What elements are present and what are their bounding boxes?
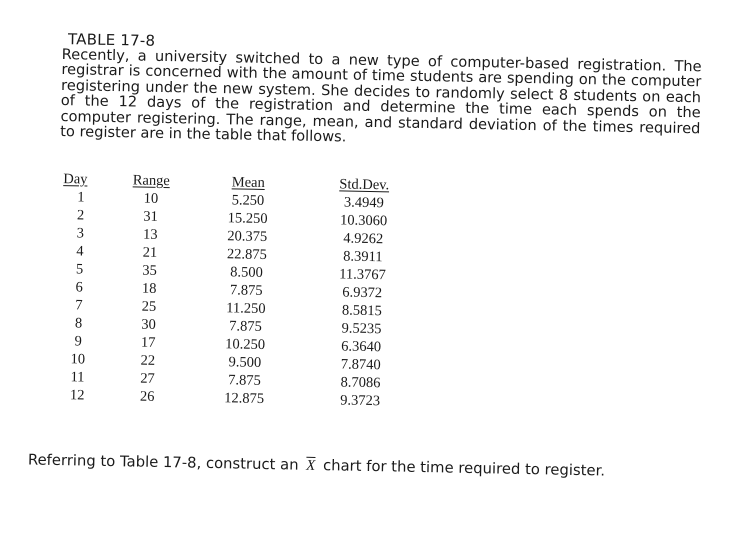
std-dev-cell: 11.3767	[339, 266, 386, 284]
range-cell: 22	[140, 352, 156, 369]
range-cell: 17	[140, 334, 156, 351]
std-dev-cell: 6.9372	[342, 284, 383, 302]
question-after: chart for the time required to register.	[322, 457, 606, 480]
std-dev-cell: 3.4949	[343, 194, 385, 212]
day-column	[59, 170, 99, 405]
table-title: TABLE 17-8	[67, 30, 156, 50]
range-cell: 18	[141, 280, 157, 297]
mean-cell: 11.250	[226, 300, 266, 317]
range-cell: 21	[142, 244, 158, 261]
day-cell: 10	[70, 351, 86, 368]
mean-cell: 5.250	[231, 192, 265, 209]
mean-cell: 22.875	[226, 246, 268, 264]
day-cell: 1	[77, 189, 85, 206]
mean-cell: 8.500	[230, 264, 264, 281]
day-cell: 8	[74, 315, 83, 332]
day-cell: 3	[76, 225, 85, 242]
mean-cell: 9.500	[228, 354, 262, 371]
problem-description: Recently, a university switched to a new type of computer-based registration. The registrar is concerned with the amount of time students are spending on the computer registering under the new system. She decides to randomly select 8 students on each of the 12 days of the registration and determine the time each spends on the computer registering. The range, mean, and standard deviation of the times required to register are in the table that follows.	[60, 46, 702, 146]
question-text	[28, 451, 605, 480]
x-bar-symbol: $\overline{X}$	[306, 457, 316, 474]
range-cell: 30	[141, 316, 156, 333]
mean-cell: 10.250	[225, 336, 266, 353]
std-dev-cell: 8.3911	[343, 248, 383, 266]
mean-cell: 7.875	[228, 372, 261, 389]
std-dev-cell: 7.8740	[340, 356, 381, 374]
range-cell: 35	[142, 262, 157, 279]
range-cell: 27	[140, 370, 155, 387]
mean-cell: 7.875	[229, 318, 262, 335]
std-dev-header: Std.Dev.	[339, 176, 390, 194]
mean-column	[209, 173, 283, 408]
range-column	[123, 171, 175, 406]
day-cell: 6	[75, 279, 84, 296]
std-dev-column	[321, 175, 403, 410]
std-dev-cell: 9.3723	[340, 392, 381, 410]
range-cell: 25	[141, 298, 157, 315]
mean-cell: 15.250	[227, 210, 268, 228]
day-header: Day	[63, 171, 88, 188]
range-cell: 26	[139, 388, 155, 405]
question-before: Referring to Table 17-8, construct an	[27, 451, 299, 474]
range-cell: 13	[142, 226, 158, 243]
day-cell: 4	[76, 243, 84, 260]
std-dev-cell: 8.7086	[340, 374, 381, 392]
mean-cell: 7.875	[229, 282, 263, 299]
range-cell: 31	[143, 208, 159, 225]
mean-header: Mean	[231, 174, 265, 191]
day-cell: 11	[70, 369, 85, 386]
std-dev-cell: 6.3640	[341, 338, 382, 356]
day-cell: 9	[74, 333, 82, 350]
mean-cell: 20.375	[227, 228, 268, 246]
std-dev-cell: 4.9262	[343, 230, 384, 248]
day-cell: 2	[76, 207, 85, 224]
range-cell: 10	[143, 190, 159, 207]
range-header: Range	[132, 172, 170, 190]
mean-cell: 12.875	[224, 390, 265, 407]
day-cell: 7	[75, 297, 83, 314]
std-dev-cell: 10.3060	[339, 212, 388, 230]
day-cell: 12	[69, 387, 85, 404]
std-dev-cell: 8.5815	[341, 302, 382, 320]
std-dev-cell: 9.5235	[341, 320, 382, 338]
day-cell: 5	[75, 261, 84, 278]
